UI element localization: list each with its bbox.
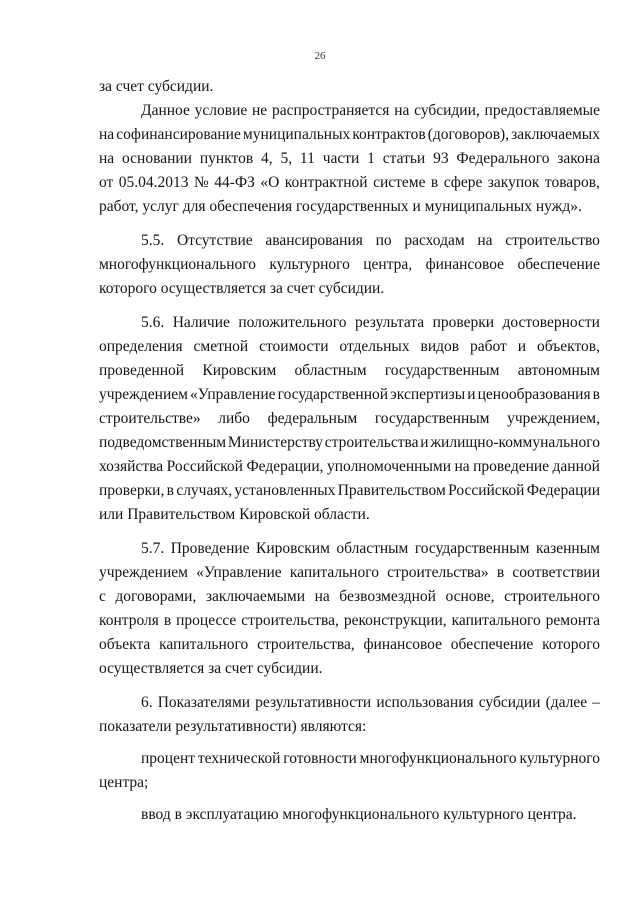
word: процент bbox=[141, 750, 196, 767]
word: работ bbox=[470, 338, 507, 355]
text-line bbox=[141, 231, 600, 251]
word: пунктов bbox=[199, 150, 254, 167]
word: финансовое bbox=[363, 636, 442, 653]
text-line bbox=[99, 611, 600, 631]
word: в bbox=[163, 612, 172, 629]
word: от bbox=[99, 174, 114, 191]
word: строительство bbox=[505, 232, 600, 249]
word: строительства bbox=[324, 434, 419, 451]
word: товаров, bbox=[544, 174, 600, 191]
text-line: центра; bbox=[99, 774, 149, 791]
word: софинансирование bbox=[116, 126, 241, 143]
text-line bbox=[99, 337, 600, 357]
word: 5.6. bbox=[141, 314, 165, 331]
text-line bbox=[141, 749, 600, 769]
word: 4, bbox=[260, 150, 273, 167]
word: Показателями bbox=[157, 694, 251, 711]
word: государственной bbox=[277, 386, 389, 403]
word: Кировским bbox=[256, 540, 330, 557]
word: сметной bbox=[193, 338, 249, 355]
word: в bbox=[430, 174, 439, 191]
text-line bbox=[141, 693, 600, 713]
word: и bbox=[467, 386, 476, 403]
word: 5.7. bbox=[141, 540, 165, 557]
word: Российской bbox=[166, 458, 243, 475]
word: объектов, bbox=[536, 338, 600, 355]
word: культурного bbox=[519, 750, 600, 767]
word: государственным bbox=[374, 410, 490, 427]
word: в bbox=[166, 482, 174, 499]
word: данной bbox=[552, 458, 600, 475]
word: Данное bbox=[141, 102, 190, 119]
word: 5, bbox=[280, 150, 293, 167]
word: проведенной bbox=[99, 362, 185, 379]
word: «Управление bbox=[196, 564, 282, 581]
word: результата bbox=[354, 314, 425, 331]
text-line: осуществляется за счет субсидии. bbox=[99, 660, 323, 677]
word: контрактов bbox=[352, 126, 426, 143]
word: строительстве» bbox=[99, 410, 201, 427]
word: Федерации, bbox=[246, 458, 324, 475]
word: достоверности bbox=[502, 314, 600, 331]
word: Российской bbox=[448, 482, 525, 499]
word: договорами, bbox=[115, 588, 197, 605]
word: Наличие bbox=[172, 314, 230, 331]
word: безвозмездной bbox=[339, 588, 436, 605]
text-line bbox=[99, 409, 600, 429]
word: строительства» bbox=[387, 564, 489, 581]
text-line bbox=[99, 587, 600, 607]
word: казенным bbox=[535, 540, 600, 557]
word: 11 bbox=[299, 150, 315, 167]
word: заключаемыми bbox=[205, 588, 306, 605]
word: статьи bbox=[382, 150, 426, 167]
word: проверки, bbox=[99, 482, 165, 499]
word: Федерации bbox=[526, 482, 600, 499]
word: определения bbox=[99, 338, 183, 355]
word: системе bbox=[373, 174, 426, 191]
word: отдельных bbox=[339, 338, 410, 355]
word: – bbox=[592, 694, 600, 711]
word: капитального bbox=[289, 564, 379, 581]
word: учреждением bbox=[99, 386, 188, 403]
word: соответствии bbox=[512, 564, 600, 581]
text-line bbox=[99, 149, 600, 169]
text-line bbox=[99, 563, 600, 583]
word: 44-ФЗ bbox=[214, 174, 255, 191]
word: не bbox=[252, 102, 268, 119]
text-line: ввод в эксплуатацию многофункционального культурного центра. bbox=[141, 806, 577, 823]
word: подведомственным bbox=[99, 434, 227, 451]
text-line: которого осуществляется за счет субсидии. bbox=[99, 280, 385, 297]
word: 1 bbox=[367, 150, 375, 167]
word: строительства, bbox=[257, 636, 355, 653]
word: распространяется bbox=[271, 102, 390, 119]
word: и bbox=[517, 338, 527, 355]
word: технической bbox=[197, 750, 281, 767]
word: и bbox=[420, 434, 429, 451]
word: ценообразования bbox=[477, 386, 591, 403]
text-line: работ, услуг для обеспечения государственных и муниципальных нужд». bbox=[99, 198, 582, 215]
word: «О bbox=[260, 174, 280, 191]
word: Проведение bbox=[170, 540, 250, 557]
word: финансовое bbox=[425, 256, 505, 273]
word: учреждением, bbox=[507, 410, 600, 427]
word: на bbox=[477, 232, 493, 249]
word: стоимости bbox=[259, 338, 329, 355]
word: контроля bbox=[99, 612, 159, 629]
word: субсидии bbox=[478, 694, 541, 711]
word: 05.04.2013 bbox=[118, 174, 189, 191]
word: хозяйства bbox=[99, 458, 164, 475]
word: федеральным bbox=[267, 410, 358, 427]
word: культурного bbox=[269, 256, 350, 273]
word: основании bbox=[122, 150, 192, 167]
word: обеспечение bbox=[450, 636, 534, 653]
word: либо bbox=[218, 410, 250, 427]
text-line: или Правительством Кировской области. bbox=[99, 506, 370, 523]
word: на bbox=[394, 102, 410, 119]
word: Отсутствие bbox=[176, 232, 253, 249]
text-line bbox=[99, 361, 600, 381]
word: по bbox=[375, 232, 392, 249]
word: (далее bbox=[545, 694, 588, 711]
word: государственным bbox=[384, 362, 500, 379]
word: автономным bbox=[517, 362, 600, 379]
word: части bbox=[322, 150, 360, 167]
word: авансирования bbox=[265, 232, 363, 249]
word: процессе bbox=[176, 612, 237, 629]
word: капитального bbox=[451, 612, 541, 629]
word: видов bbox=[420, 338, 460, 355]
word: экспертизы bbox=[390, 386, 466, 403]
word: областным bbox=[336, 540, 409, 557]
text-line bbox=[99, 481, 600, 501]
word: предоставляемые bbox=[484, 102, 600, 119]
text-line bbox=[99, 255, 600, 275]
word: реконструкции, bbox=[343, 612, 447, 629]
word: готовности bbox=[283, 750, 357, 767]
word: 93 bbox=[433, 150, 449, 167]
word: случаях, bbox=[176, 482, 233, 499]
text-line bbox=[99, 125, 600, 145]
word: закона bbox=[557, 150, 600, 167]
text-line bbox=[141, 539, 600, 559]
text-line bbox=[99, 457, 600, 477]
text-line bbox=[99, 173, 600, 193]
word: областным bbox=[294, 362, 367, 379]
text-line: за счет субсидии. bbox=[99, 78, 214, 95]
text-line bbox=[141, 101, 600, 121]
text-line bbox=[99, 635, 600, 655]
word: ремонта bbox=[545, 612, 600, 629]
word: на bbox=[99, 126, 115, 143]
word: многофункционального bbox=[99, 256, 257, 273]
word: государственным bbox=[414, 540, 530, 557]
word: с bbox=[99, 588, 106, 605]
word: закупок bbox=[487, 174, 540, 191]
word: проверки bbox=[432, 314, 495, 331]
word: сфере bbox=[443, 174, 483, 191]
word: использования bbox=[376, 694, 474, 711]
word: в bbox=[496, 564, 505, 581]
word: Правительством bbox=[337, 482, 446, 499]
word: проведение bbox=[473, 458, 550, 475]
word: в bbox=[592, 386, 600, 403]
word: субсидии, bbox=[414, 102, 480, 119]
word: уполномоченными bbox=[326, 458, 451, 475]
text-line: показатели результативности) являются: bbox=[99, 718, 367, 735]
word: Министерству bbox=[227, 434, 324, 451]
word: положительного bbox=[238, 314, 347, 331]
word: установленных bbox=[234, 482, 336, 499]
word: основе, bbox=[445, 588, 495, 605]
word: строительного bbox=[504, 588, 600, 605]
word: многофункционального bbox=[359, 750, 517, 767]
word: заключаемых bbox=[511, 126, 600, 143]
word: на bbox=[454, 458, 470, 475]
text-line bbox=[99, 433, 600, 453]
word: контрактной bbox=[284, 174, 368, 191]
word: Федерального bbox=[456, 150, 550, 167]
word: учреждением bbox=[99, 564, 188, 581]
text-line bbox=[141, 313, 600, 333]
word: на bbox=[99, 150, 115, 167]
word: 5.5. bbox=[141, 232, 165, 249]
word: Кировским bbox=[202, 362, 277, 379]
word: жилищно-коммунального bbox=[430, 434, 600, 451]
word: обеспечение bbox=[517, 256, 600, 273]
word: объекта bbox=[99, 636, 151, 653]
word: «Управление bbox=[190, 386, 276, 403]
word: которого bbox=[542, 636, 600, 653]
word: на bbox=[314, 588, 330, 605]
word: муниципальных bbox=[242, 126, 351, 143]
word: условие bbox=[194, 102, 248, 119]
word: расходам bbox=[404, 232, 465, 249]
word: результативности bbox=[255, 694, 372, 711]
word: центра, bbox=[363, 256, 413, 273]
page-number: 26 bbox=[314, 50, 326, 62]
word: строительства, bbox=[241, 612, 339, 629]
word: капитального bbox=[159, 636, 249, 653]
word: № bbox=[193, 174, 209, 191]
word: 6. bbox=[141, 694, 153, 711]
word: (договоров), bbox=[427, 126, 510, 143]
text-line bbox=[99, 385, 600, 405]
